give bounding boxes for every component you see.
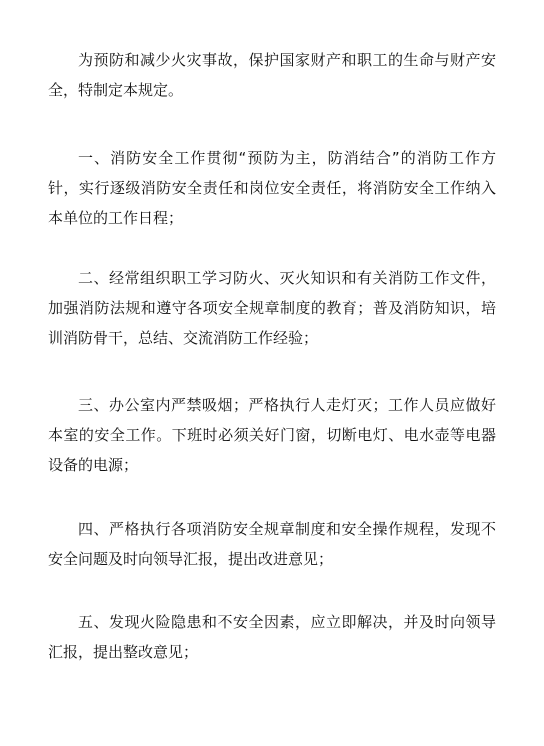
rule-paragraph-2: 二、经常组织职工学习防火、灭火知识和有关消防工作文件，加强消防法规和遵守各项安全规章制度的教育；普及消防知识，培训消防骨干，总结、交流消防工作经验； bbox=[48, 269, 496, 347]
rule-paragraph-4: 四、严格执行各项消防安全规章制度和安全操作规程，发现不安全问题及时向领导汇报，提出改进意见； bbox=[48, 520, 496, 568]
intro-paragraph: 为预防和减少火灾事故，保护国家财产和职工的生命与财产安全，特制定本规定。 bbox=[48, 51, 496, 99]
rule-paragraph-1: 一、消防安全工作贯彻“预防为主，防消结合”的消防工作方针，实行逐级消防安全责任和岗位安全责任，将消防安全工作纳入本单位的工作日程； bbox=[48, 149, 496, 227]
rule-paragraph-5: 五、发现火险隐患和不安全因素，应立即解决，并及时向领导汇报，提出整改意见； bbox=[48, 613, 496, 661]
rule-paragraph-3: 三、办公室内严禁吸烟；严格执行人走灯灭；工作人员应做好本室的安全工作。下班时必须关好门窗，切断电灯、电水壶等电器设备的电源； bbox=[48, 396, 496, 474]
